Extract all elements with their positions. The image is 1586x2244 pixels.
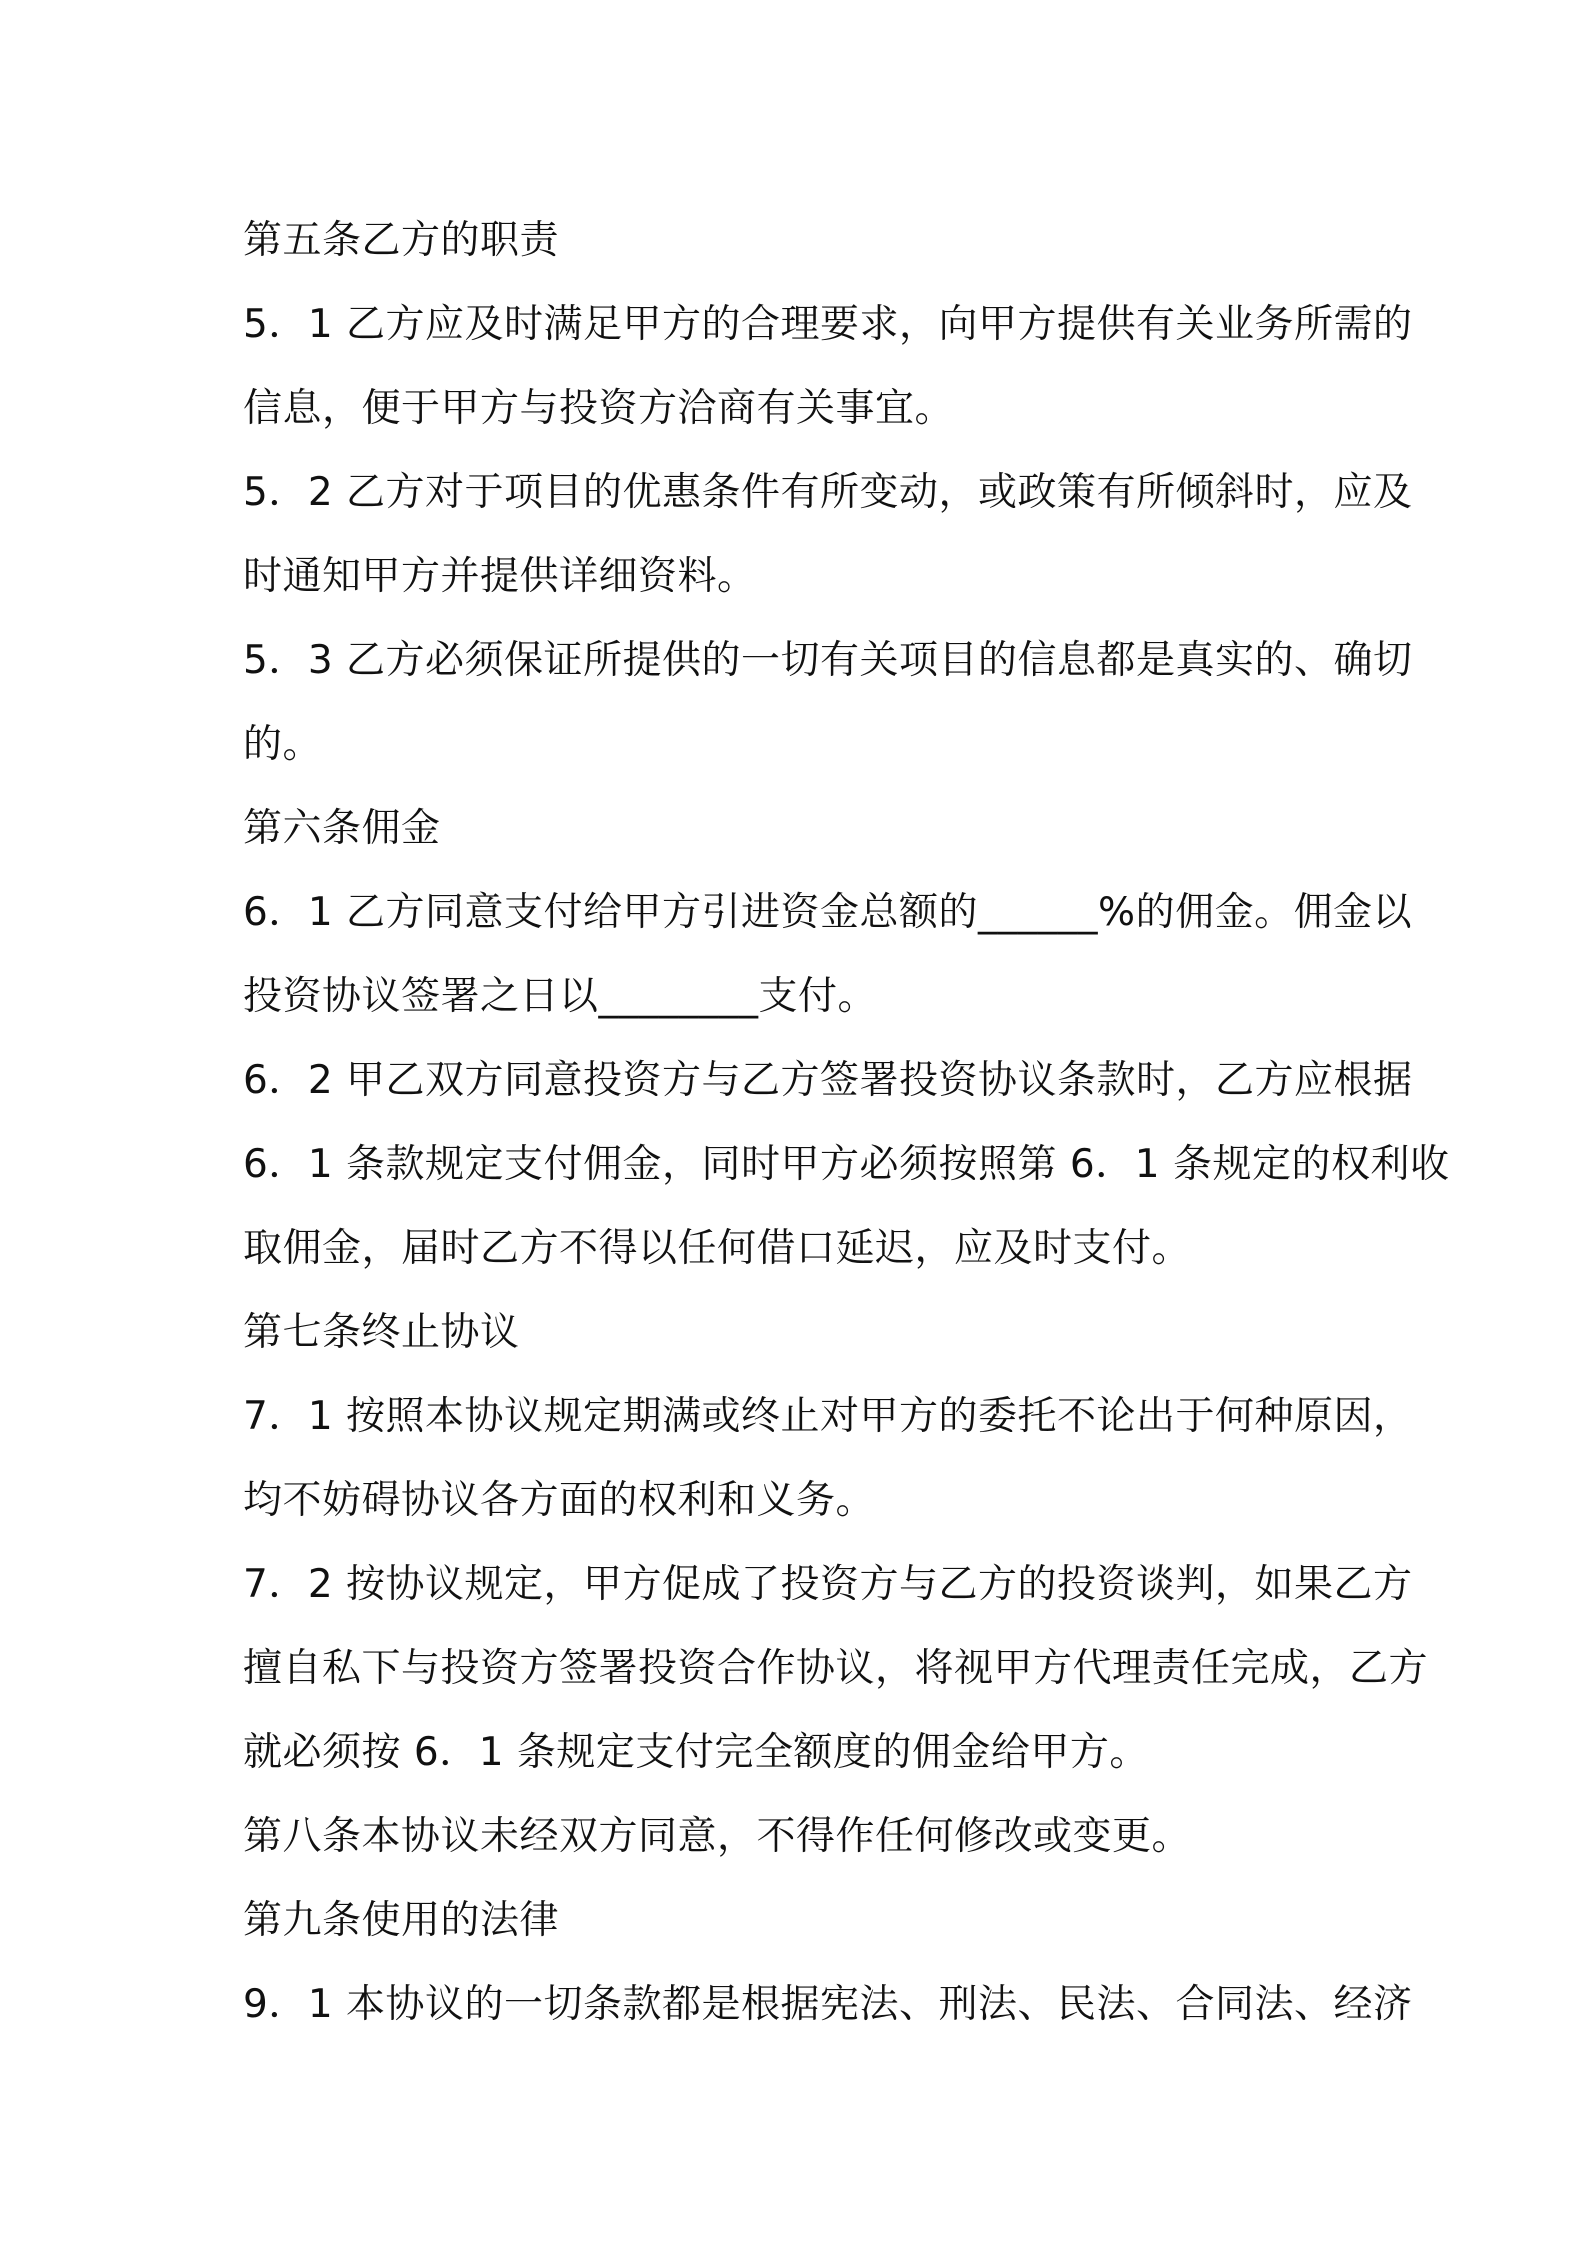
article-6-heading: 第六条佣金 xyxy=(243,806,441,851)
document-body xyxy=(243,199,1450,2047)
clause-7-2-line-2: 擅自私下与投资方签署投资合作协议，将视甲方代理责任完成，乙方 xyxy=(243,1646,1429,1691)
clause-6-2-line-1: 6．2 甲乙双方同意投资方与乙方签署投资协议条款时，乙方应根据 xyxy=(243,1058,1413,1103)
clause-5-1-line-2: 信息，便于甲方与投资方洽商有关事宜。 xyxy=(243,386,955,431)
clause-5-3-line-2: 的。 xyxy=(243,722,323,767)
clause-5-3-line-1: 5．3 乙方必须保证所提供的一切有关项目的信息都是真实的、确切 xyxy=(243,638,1413,683)
clause-5-2-line-1: 5．2 乙方对于项目的优惠条件有所变动，或政策有所倾斜时，应及 xyxy=(243,470,1413,515)
clause-7-2-line-1: 7．2 按协议规定，甲方促成了投资方与乙方的投资谈判，如果乙方 xyxy=(243,1562,1413,1607)
clause-6-1-line-1: 6．1 乙方同意支付给甲方引进资金总额的______%的佣金。佣金以 xyxy=(243,890,1413,935)
clause-7-1-line-1: 7．1 按照本协议规定期满或终止对甲方的委托不论出于何种原因， xyxy=(243,1394,1413,1439)
clause-5-2-line-2: 时通知甲方并提供详细资料。 xyxy=(243,554,757,599)
article-8: 第八条本协议未经双方同意，不得作任何修改或变更。 xyxy=(243,1814,1192,1859)
clause-9-1-line-1: 9．1 本协议的一切条款都是根据宪法、刑法、民法、合同法、经济 xyxy=(243,1982,1413,2027)
clause-7-1-line-2: 均不妨碍协议各方面的权利和义务。 xyxy=(243,1478,876,1523)
article-9-heading: 第九条使用的法律 xyxy=(243,1898,560,1943)
clause-6-2-line-3: 取佣金，届时乙方不得以任何借口延迟，应及时支付。 xyxy=(243,1226,1192,1271)
clause-5-1-line-1: 5．1 乙方应及时满足甲方的合理要求，向甲方提供有关业务所需的 xyxy=(243,302,1413,347)
clause-6-2-line-2: 6．1 条款规定支付佣金，同时甲方必须按照第 6．1 条规定的权利收 xyxy=(243,1142,1450,1187)
clause-6-1-line-2: 投资协议签署之日以________支付。 xyxy=(243,974,878,1019)
article-7-heading: 第七条终止协议 xyxy=(243,1310,520,1355)
article-5-heading: 第五条乙方的职责 xyxy=(243,218,560,263)
clause-7-2-line-3: 就必须按 6．1 条规定支付完全额度的佣金给甲方。 xyxy=(243,1730,1149,1775)
